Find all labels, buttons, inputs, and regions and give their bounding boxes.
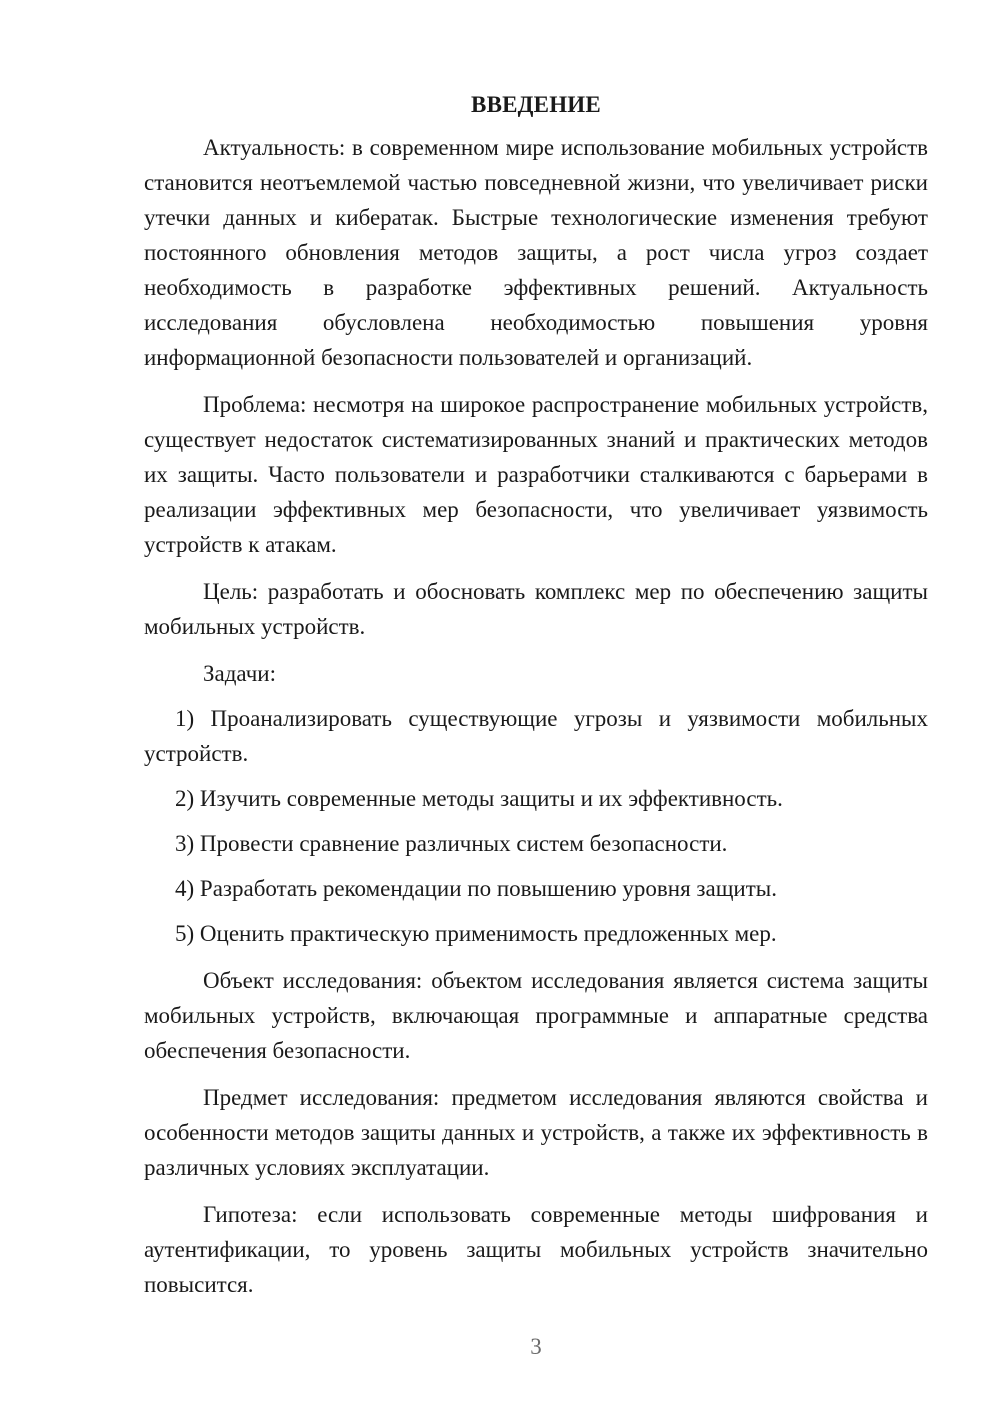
task-item-2: 2) Изучить современные методы защиты и их эффективность. (175, 786, 783, 811)
tasks-heading: Задачи: (203, 661, 276, 686)
task-item-1: 1) Проанализировать существующие угрозы и уязвимости мобильных устройств. (144, 706, 928, 766)
page-number: 3 (530, 1334, 542, 1359)
paragraph-hypothesis: Гипотеза: если использовать современные методы шифрования и аутентификации, то уровень защиты мобильных устройств значительно повысится. (144, 1202, 928, 1297)
task-item-3: 3) Провести сравнение различных систем безопасности. (175, 831, 728, 856)
document-page (144, 90, 928, 1302)
page-title: ВВЕДЕНИЕ (471, 92, 601, 117)
paragraph-goal: Цель: разработать и обосновать комплекс мер по обеспечению защиты мобильных устройств. (144, 579, 928, 639)
task-item-5: 5) Оценить практическую применимость предложенных мер. (175, 921, 777, 946)
paragraph-problem: Проблема: несмотря на широкое распространение мобильных устройств, существует недостаток систематизированных знаний и практических методов их защиты. Часто пользователи и разработчики сталкиваются с барьерами в реализации эффективных мер безопасности, что увеличивает уязвимость устройств к атакам. (144, 392, 928, 557)
paragraph-subject: Предмет исследования: предметом исследования являются свойства и особенности методов защиты данных и устройств, а также их эффективность в различных условиях эксплуатации. (144, 1085, 928, 1180)
task-item-4: 4) Разработать рекомендации по повышению уровня защиты. (175, 876, 777, 901)
paragraph-relevance: Актуальность: в современном мире использование мобильных устройств становится неотъемлемой частью повседневной жизни, что увеличивает риски утечки данных и кибератак. Быстрые технологические изменения требуют постоянного обновления методов защиты, а рост числа угроз создает необходимость в разработке эффективных решений. Актуальность исследования обусловлена необходимостью повышения уровня информационной безопасности пользователей и организаций. (144, 135, 928, 370)
paragraph-object: Объект исследования: объектом исследования является система защиты мобильных устройств, включающая программные и аппаратные средства обеспечения безопасности. (144, 968, 928, 1063)
